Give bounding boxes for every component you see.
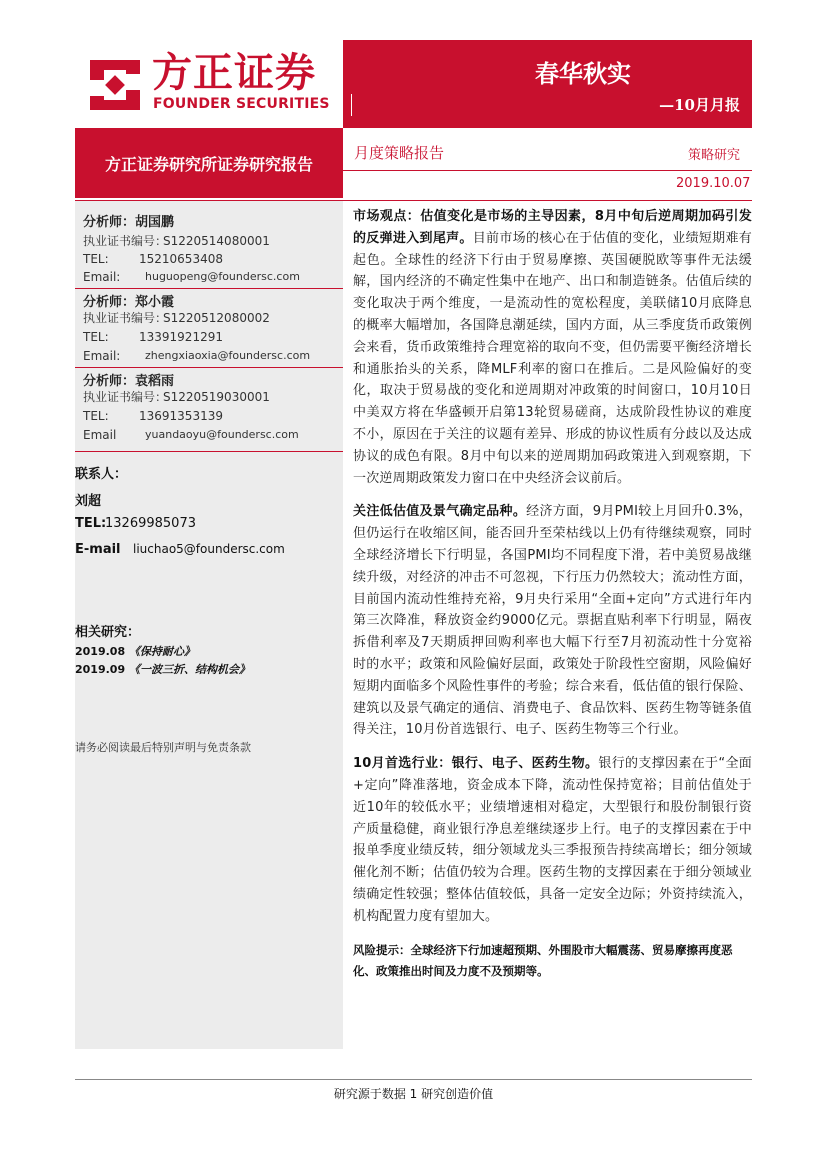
analyst-tel-label: TEL: — [83, 330, 109, 344]
disclaimer: 请务必阅读最后特别声明与免责条款 — [75, 741, 251, 754]
paragraph-industries — [353, 753, 752, 927]
analyst-email-label: Email: — [83, 270, 121, 284]
analyst-tel: 15210653408 — [139, 252, 223, 266]
analyst-cert-label: 执业证书编号： — [83, 311, 168, 325]
analyst-name: 分析师：胡国鹏 — [83, 215, 175, 230]
report-type: 月度策略报告 — [354, 144, 445, 162]
related-date: 2019.09 — [75, 663, 126, 676]
footer-divider — [75, 1079, 752, 1080]
title-banner — [343, 40, 752, 128]
report-subtitle: —10月月报 — [659, 96, 740, 114]
paragraph-text: 银行的支撑因素在于“全面+定向”降准落地，资金成本下降，流动性保持宽裕；目前估值处于近10年的较低水平；业绩增速相对稳定，大型银行和股份制银行资产质量稳健，商业银行净息差继续逐步上行。电子的支撑因素在于中报单季度业绩反转，细分领域龙头三季报预告持续高增长；细分领域催化剂不断；估值仍较为合理。医药生物的支撑因素在于细分领域业绩确定性较强；整体估值较低，具备一定安全边际；外资持续流入，机构配置力度有望加大。 — [353, 756, 752, 924]
paragraph-focus — [353, 501, 752, 741]
brand-name-en: FOUNDER SECURITIES — [153, 96, 330, 112]
analyst-tel-label: TEL: — [83, 409, 109, 423]
institution-name: 方正证券研究所证券研究报告 — [104, 155, 313, 174]
paragraph-lead: 市场观点：估值变化是市场的主导因素，8月中旬后逆周期加码引发的反弹进入到尾声。 — [353, 209, 752, 246]
contact-tel: 13269985073 — [105, 516, 196, 531]
analyst-name: 分析师：袁稻雨 — [83, 374, 175, 389]
paragraph-text: 经济方面，9月PMI较上月回升0.3%，但仍运行在收缩区间，能否回升至荣枯线以上仍有待继续观察，同时全球经济增长下行明显，各国PMI均不同程度下滑，若中美贸易战继续升级，对经济的冲击不可忽视，下行压力仍然较大；流动性方面，目前国内流动性维持充裕，9月央行采用“全面+定向”方式进行年内第三次降准，释放资金约9000亿元。票据直贴利率下行明显，隔夜拆借利率及7天期质押回购利率也大幅下行至7月初流动性十分宽裕时的水平；政策和风险偏好层面，政策处于阶段性空窗期，风险偏好短期内面临多个风险性事件的考验；综合来看，低估值的银行保险、建筑以及景气确定的通信、消费电子、食品饮料、医药生物等链条值得关注，10月份首选银行、电子、医药生物等三个行业。 — [353, 504, 752, 738]
analyst-email: yuandaoyu@foundersc.com — [145, 428, 299, 441]
analyst-divider — [75, 288, 343, 289]
related-heading: 相关研究： — [75, 625, 141, 640]
divider — [343, 170, 752, 171]
contact-tel-label: TEL: — [75, 516, 107, 531]
paragraph-market-view — [353, 206, 752, 489]
analyst-cert-label: 执业证书编号： — [83, 234, 168, 248]
analyst-cert: S1220514080001 — [163, 234, 270, 248]
contact-email-label: E-mail — [75, 542, 121, 557]
paragraph-text: 目前市场的核心在于估值的变化，业绩短期难有起色。全球性的经济下行由于贸易摩擦、英国硬脱欧等事件无法缓解，国内经济的不确定性集中在地产、出口和制造链条。估值后续的变化取决于两个维度，一是流动性的宽松程度，美联储10月底降息的概率大幅增加，各国降息潮延续，国内方面，从三季度货币政策例会来看，货币政策维持合理宽裕的取向不变，但仍需要平衡经济增长和通胀抬头的关系，降MLF利率的窗口在推后。二是风险偏好的变化，取决于贸易战的变化和逆周期对冲政策的时间窗口，10月10日中美双方将在华盛顿开启第13轮贸易磋商，达成阶段性协议的难度不小，原因在于关注的议题有差异、形成的协议性质有分歧以及达成协议的成色有限。8月中旬以来的逆周期加码政策进入到观察期，下一次逆周期政策发力窗口在中央经济会议前后。 — [353, 230, 752, 486]
analyst-tel: 13691353139 — [139, 409, 223, 423]
contact-heading: 联系人： — [75, 467, 128, 482]
analyst-email-label: Email — [83, 428, 117, 442]
related-title: 《保持耐心》 — [128, 645, 195, 658]
report-category: 策略研究 — [688, 148, 741, 163]
sidebar — [75, 201, 343, 1049]
contact-email: liuchao5@foundersc.com — [133, 542, 285, 556]
analyst-email: huguopeng@foundersc.com — [145, 270, 300, 283]
analyst-cert-label: 执业证书编号： — [83, 390, 168, 404]
analyst-name: 分析师：郑小霞 — [83, 295, 175, 310]
analyst-email-label: Email: — [83, 349, 121, 363]
founder-logo-icon — [86, 56, 144, 114]
brand-name-cn: 方正证券 — [152, 49, 316, 96]
contact-name: 刘超 — [75, 494, 102, 509]
report-date: 2019.10.07 — [676, 176, 751, 191]
report-title: 春华秋实 — [535, 59, 631, 88]
analyst-tel: 13391921291 — [139, 330, 223, 344]
related-item — [75, 643, 195, 659]
analyst-divider — [75, 367, 343, 368]
analyst-tel-label: TEL: — [83, 252, 109, 266]
related-date: 2019.08 — [75, 645, 126, 658]
analyst-cert: S1220519030001 — [163, 390, 270, 404]
analyst-divider — [75, 451, 343, 452]
related-item — [75, 661, 250, 677]
title-divider — [351, 94, 352, 116]
related-title: 《一波三折、结构机会》 — [128, 663, 250, 676]
risk-warning: 风险提示：全球经济下行加速超预期、外围股市大幅震荡、贸易摩擦再度恶化、政策推出时间及力度不及预期等。 — [353, 942, 733, 978]
analyst-cert: S1220512080002 — [163, 311, 270, 325]
paragraph-lead: 关注低估值及景气确定品种。 — [353, 504, 527, 520]
analyst-email: zhengxiaoxia@foundersc.com — [145, 349, 311, 362]
footer-slogan: 研究源于数据 1 研究创造价值 — [333, 1087, 494, 1101]
main-content — [353, 206, 752, 982]
institution-banner — [75, 128, 343, 198]
paragraph-lead: 10月首选行业：银行、电子、医药生物。 — [353, 756, 599, 772]
